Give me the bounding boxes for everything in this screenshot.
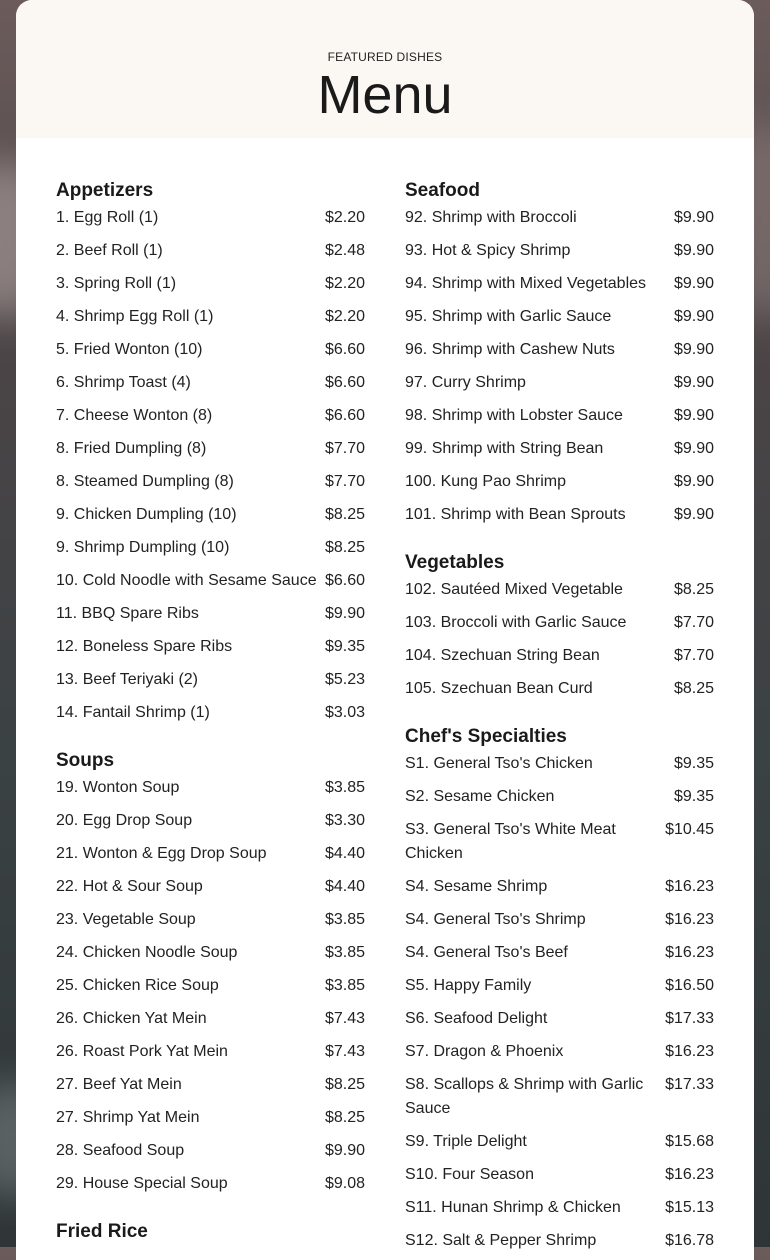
menu-item (56, 371, 365, 404)
menu-item-price: $7.70 (324, 473, 365, 490)
menu-item (405, 206, 714, 239)
menu-item (405, 578, 714, 611)
menu-item (405, 1073, 714, 1130)
section-title: Soups (56, 750, 115, 771)
menu-item-price: $15.13 (665, 1199, 714, 1216)
menu-item (56, 437, 365, 470)
menu-item-name: S8. Scallops & Shrimp with Garlic Sauce (405, 1076, 644, 1117)
menu-item (56, 503, 365, 536)
menu-item (405, 371, 714, 404)
menu-item-price: $16.23 (665, 911, 714, 928)
menu-item-price: $10.45 (665, 821, 714, 838)
menu-section-seafood (405, 178, 714, 536)
menu-item (56, 842, 365, 875)
menu-item-price: $9.90 (673, 242, 714, 259)
menu-item-name: 23. Vegetable Soup (56, 911, 196, 928)
menu-item (56, 1040, 365, 1073)
menu-item-price: $2.20 (324, 308, 365, 325)
menu-item-name: S1. General Tso's Chicken (405, 755, 593, 772)
menu-item-name: 94. Shrimp with Mixed Vegetables (405, 275, 647, 292)
menu-item-name: 25. Chicken Rice Soup (56, 977, 219, 994)
menu-item-price: $9.90 (673, 341, 714, 358)
menu-item-price: $8.25 (324, 1109, 365, 1126)
menu-item-name: S12. Salt & Pepper Shrimp (405, 1232, 597, 1249)
menu-item-name: 29. House Special Soup (56, 1175, 228, 1192)
featured-dishes-label: FEATURED DISHES (327, 50, 443, 64)
menu-item-price: $8.25 (673, 680, 714, 697)
menu-item-price: $9.35 (673, 788, 714, 805)
menu-item-name: 6. Shrimp Toast (4) (56, 374, 191, 391)
menu-item-name: 1. Egg Roll (1) (56, 209, 159, 226)
menu-item-price: $9.35 (324, 638, 365, 655)
menu-item-name: S4. Sesame Shrimp (405, 878, 548, 895)
menu-item-price: $9.90 (324, 1142, 365, 1159)
menu-item-name: S5. Happy Family (405, 977, 532, 994)
menu-item (56, 470, 365, 503)
menu-item (56, 941, 365, 974)
menu-item-price: $9.35 (673, 755, 714, 772)
menu-item (405, 1196, 714, 1229)
menu-item (405, 611, 714, 644)
menu-item (405, 752, 714, 785)
menu-item-name: 27. Beef Yat Mein (56, 1076, 182, 1093)
menu-item-name: 8. Steamed Dumpling (8) (56, 473, 234, 490)
menu-item-price: $17.33 (665, 1076, 714, 1093)
menu-item-price: $8.25 (673, 581, 714, 598)
menu-item-price: $7.43 (324, 1010, 365, 1027)
menu-item (405, 239, 714, 272)
menu-item-name: 98. Shrimp with Lobster Sauce (405, 407, 623, 424)
section-title: Seafood (405, 180, 480, 201)
menu-item (405, 305, 714, 338)
menu-item (405, 1007, 714, 1040)
menu-item-price: $6.60 (324, 374, 365, 391)
menu-item (405, 644, 714, 677)
menu-item-name: S4. General Tso's Shrimp (405, 911, 586, 928)
menu-item-name: 102. Sautéed Mixed Vegetable (405, 581, 623, 598)
menu-item-price: $9.90 (673, 308, 714, 325)
menu-item-price: $9.08 (324, 1175, 365, 1192)
menu-item-name: S10. Four Season (405, 1166, 534, 1183)
menu-item (405, 272, 714, 305)
menu-item (405, 338, 714, 371)
menu-item-name: S4. General Tso's Beef (405, 944, 568, 961)
menu-item (56, 1106, 365, 1139)
menu-item-name: 103. Broccoli with Garlic Sauce (405, 614, 627, 631)
page-title: Menu (317, 65, 453, 125)
menu-item-name: 9. Chicken Dumpling (10) (56, 506, 237, 523)
menu-item-name: 26. Roast Pork Yat Mein (56, 1043, 228, 1060)
menu-item-price: $16.50 (665, 977, 714, 994)
menu-item-price: $9.90 (673, 374, 714, 391)
menu-item-price: $7.70 (324, 440, 365, 457)
menu-item-price: $16.78 (665, 1232, 714, 1249)
menu-item-name: 9. Shrimp Dumpling (10) (56, 539, 230, 556)
menu-item-name: 22. Hot & Sour Soup (56, 878, 203, 895)
menu-item-name: 7. Cheese Wonton (8) (56, 407, 213, 424)
menu-item (56, 974, 365, 1007)
menu-item (405, 1163, 714, 1196)
menu-item (405, 503, 714, 536)
menu-item-name: 10. Cold Noodle with Sesame Sauce (56, 572, 317, 589)
menu-item-name: 96. Shrimp with Cashew Nuts (405, 341, 615, 358)
menu-item-price: $3.85 (324, 911, 365, 928)
menu-item-name: 11. BBQ Spare Ribs (56, 605, 199, 622)
menu-item (405, 875, 714, 908)
menu-item-price: $6.60 (324, 341, 365, 358)
menu-item-price: $3.03 (324, 704, 365, 721)
menu-item-name: S9. Triple Delight (405, 1133, 527, 1150)
menu-item-price: $8.25 (324, 539, 365, 556)
menu-item (405, 941, 714, 974)
menu-card (16, 0, 754, 1260)
menu-item (56, 701, 365, 734)
menu-item-name: 13. Beef Teriyaki (2) (56, 671, 198, 688)
menu-item-name: 28. Seafood Soup (56, 1142, 185, 1159)
menu-item-name: 99. Shrimp with String Bean (405, 440, 604, 457)
menu-item (56, 1139, 365, 1172)
menu-item (405, 785, 714, 818)
menu-item (56, 569, 365, 602)
menu-item-price: $16.23 (665, 1166, 714, 1183)
menu-item (405, 470, 714, 503)
menu-item-name: 20. Egg Drop Soup (56, 812, 193, 829)
menu-item-name: 26. Chicken Yat Mein (56, 1010, 207, 1027)
menu-item-price: $8.25 (324, 506, 365, 523)
menu-item-price: $16.23 (665, 944, 714, 961)
menu-item-name: 105. Szechuan Bean Curd (405, 680, 593, 697)
menu-item-price: $8.25 (324, 1076, 365, 1093)
menu-item-name: 92. Shrimp with Broccoli (405, 209, 577, 226)
menu-section-appetizers (56, 178, 365, 734)
menu-item (405, 677, 714, 710)
menu-item-price: $3.30 (324, 812, 365, 829)
menu-item-price: $3.85 (324, 944, 365, 961)
menu-item-name: S2. Sesame Chicken (405, 788, 555, 805)
menu-item-name: 95. Shrimp with Garlic Sauce (405, 308, 612, 325)
menu-item-price: $15.68 (665, 1133, 714, 1150)
menu-item (405, 404, 714, 437)
menu-item (56, 635, 365, 668)
menu-section-fried-rice (56, 1219, 365, 1245)
menu-item (56, 809, 365, 842)
menu-item-price: $7.70 (673, 614, 714, 631)
menu-item-name: 19. Wonton Soup (56, 779, 180, 796)
menu-item-price: $3.85 (324, 977, 365, 994)
menu-item-price: $7.43 (324, 1043, 365, 1060)
menu-item-price: $16.23 (665, 1043, 714, 1060)
menu-item-price: $9.90 (673, 506, 714, 523)
menu-item-price: $4.40 (324, 878, 365, 895)
menu-item (56, 875, 365, 908)
menu-item (405, 908, 714, 941)
menu-section-chef-s-specialties (405, 724, 714, 1260)
menu-item (56, 668, 365, 701)
menu-item-name: 8. Fried Dumpling (8) (56, 440, 207, 457)
menu-item-price: $7.70 (673, 647, 714, 664)
menu-item-name: S6. Seafood Delight (405, 1010, 548, 1027)
menu-item-name: 4. Shrimp Egg Roll (1) (56, 308, 214, 325)
menu-item-price: $3.85 (324, 779, 365, 796)
menu-section-vegetables (405, 550, 714, 710)
menu-item-price: $2.48 (324, 242, 365, 259)
menu-item-name: 93. Hot & Spicy Shrimp (405, 242, 571, 259)
menu-item-price: $6.60 (324, 407, 365, 424)
section-title: Appetizers (56, 180, 154, 201)
menu-item (56, 776, 365, 809)
menu-item (56, 1172, 365, 1205)
menu-item-price: $9.90 (673, 440, 714, 457)
menu-item-name: 21. Wonton & Egg Drop Soup (56, 845, 267, 862)
menu-item-name: 2. Beef Roll (1) (56, 242, 163, 259)
menu-item-name: 27. Shrimp Yat Mein (56, 1109, 200, 1126)
menu-item (56, 338, 365, 371)
menu-item (56, 272, 365, 305)
menu-item (56, 305, 365, 338)
menu-item-name: 14. Fantail Shrimp (1) (56, 704, 210, 721)
menu-item (56, 908, 365, 941)
menu-item (405, 1229, 714, 1260)
menu-item (56, 206, 365, 239)
menu-item-price: $9.90 (324, 605, 365, 622)
menu-item (405, 437, 714, 470)
menu-column-left (56, 178, 365, 1259)
menu-item-price: $9.90 (673, 275, 714, 292)
menu-item-name: 5. Fried Wonton (10) (56, 341, 203, 358)
menu-item-name: S3. General Tso's White Meat Chicken (405, 821, 616, 862)
menu-item (56, 239, 365, 272)
menu-item (56, 536, 365, 569)
section-title: Fried Rice (56, 1221, 148, 1242)
menu-item-name: 12. Boneless Spare Ribs (56, 638, 233, 655)
menu-item (405, 818, 714, 875)
menu-section-soups (56, 748, 365, 1205)
menu-item-name: 104. Szechuan String Bean (405, 647, 600, 664)
menu-header (16, 0, 754, 138)
menu-item (405, 1040, 714, 1073)
menu-item-name: 100. Kung Pao Shrimp (405, 473, 566, 490)
menu-item-price: $6.60 (324, 572, 365, 589)
menu-item (405, 974, 714, 1007)
menu-item (56, 404, 365, 437)
menu-item-price: $2.20 (324, 275, 365, 292)
menu-item (56, 602, 365, 635)
menu-item (56, 1073, 365, 1106)
menu-item-price: $9.90 (673, 473, 714, 490)
menu-item-name: S7. Dragon & Phoenix (405, 1043, 564, 1060)
section-title: Vegetables (405, 552, 505, 573)
menu-item-name: S11. Hunan Shrimp & Chicken (405, 1199, 621, 1216)
menu-item-price: $2.20 (324, 209, 365, 226)
menu-item-price: $16.23 (665, 878, 714, 895)
menu-item-name: 97. Curry Shrimp (405, 374, 526, 391)
menu-item-name: 3. Spring Roll (1) (56, 275, 177, 292)
menu-column-right (405, 178, 714, 1260)
menu-item-price: $9.90 (673, 407, 714, 424)
menu-item (405, 1130, 714, 1163)
menu-item-price: $9.90 (673, 209, 714, 226)
menu-item-price: $17.33 (665, 1010, 714, 1027)
menu-item (56, 1007, 365, 1040)
menu-item-price: $4.40 (324, 845, 365, 862)
menu-item-name: 101. Shrimp with Bean Sprouts (405, 506, 626, 523)
menu-item-price: $5.23 (324, 671, 365, 688)
menu-item-name: 24. Chicken Noodle Soup (56, 944, 238, 961)
section-title: Chef's Specialties (405, 726, 567, 747)
